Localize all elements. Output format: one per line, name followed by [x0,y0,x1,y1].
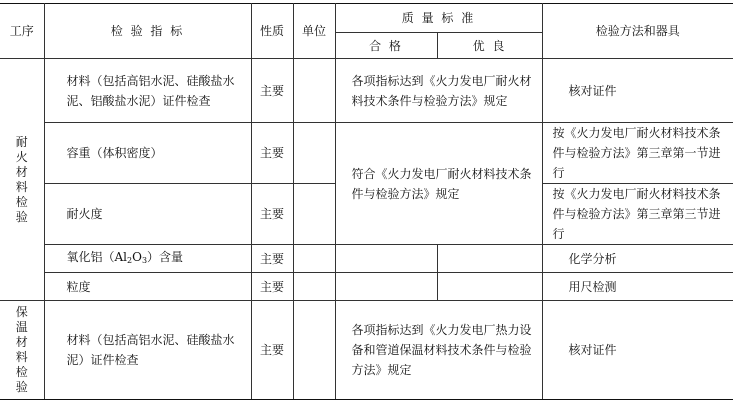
row-method: 按《火力发电厂耐火材料技术条件与检验方法》第三章第三节进行 [542,184,733,245]
group-label: 耐火材料检验 [15,134,28,224]
formula-mid: O [132,249,142,264]
row-unit [293,123,335,184]
table-row [0,123,733,184]
row-standard-merged: 符合《火力发电厂耐火材料技术条件与检验方法》规定 [335,123,542,245]
group-label: 保温材料检验 [15,305,28,394]
table-row [0,301,733,400]
row-index: 材料（包括高铝水泥、硅酸盐水泥、铝酸盐水泥）证件检查 [44,59,251,123]
header-qualified: 合 格 [335,33,437,59]
group-insulation-cell [0,301,44,400]
group-refractory-cell [0,59,44,301]
row-standard: 各项指标达到《火力发电厂热力设备和管道保温材料技术条件与检验方法》规定 [335,301,542,400]
row-standard-empty [437,245,542,273]
row-method: 按《火力发电厂耐火材料技术条件与检验方法》第三章第一节进行 [542,123,733,184]
quality-standard-table [0,3,733,400]
row-method: 用尺检测 [542,273,733,301]
row-method: 核对证件 [542,59,733,123]
row-index: 材料（包括高铝水泥、硅酸盐水泥）证件检查 [44,301,251,400]
row-index: 容重（体积密度） [44,123,251,184]
formula-prefix: 氧化铝（Al [66,249,128,264]
row-standard-empty [335,245,437,273]
header-excellent: 优 良 [437,33,542,59]
row-index: 耐火度 [44,184,251,245]
row-index: 粒度 [44,273,251,301]
formula-sub-2: 2 [127,255,133,265]
header-method: 检验方法和器具 [542,4,733,59]
header-row-1 [0,4,733,33]
row-unit [293,184,335,245]
header-unit: 单位 [293,4,335,59]
row-standard: 各项指标达到《火力发电厂耐火材料技术条件与检验方法》规定 [335,59,542,123]
formula-sub-3: 3 [141,255,148,265]
row-method: 化学分析 [542,245,733,273]
table-row [0,273,733,301]
row-unit [293,59,335,123]
row-unit [293,301,335,400]
row-standard-empty [335,273,437,301]
row-unit [293,245,335,273]
row-nature: 主要 [251,184,293,245]
row-standard-empty [437,273,542,301]
row-nature: 主要 [251,273,293,301]
row-method: 核对证件 [542,301,733,400]
header-index: 检 验 指 标 [44,4,251,59]
row-nature: 主要 [251,123,293,184]
row-index-formula [44,245,251,273]
row-unit [293,273,335,301]
header-process: 工序 [0,4,44,59]
formula-suffix: ）含量 [147,249,184,264]
header-nature: 性质 [251,4,293,59]
row-nature: 主要 [251,301,293,400]
header-quality-standard: 质 量 标 准 [335,4,542,33]
table-row [0,59,733,123]
row-nature: 主要 [251,245,293,273]
table-row [0,245,733,273]
row-nature: 主要 [251,59,293,123]
